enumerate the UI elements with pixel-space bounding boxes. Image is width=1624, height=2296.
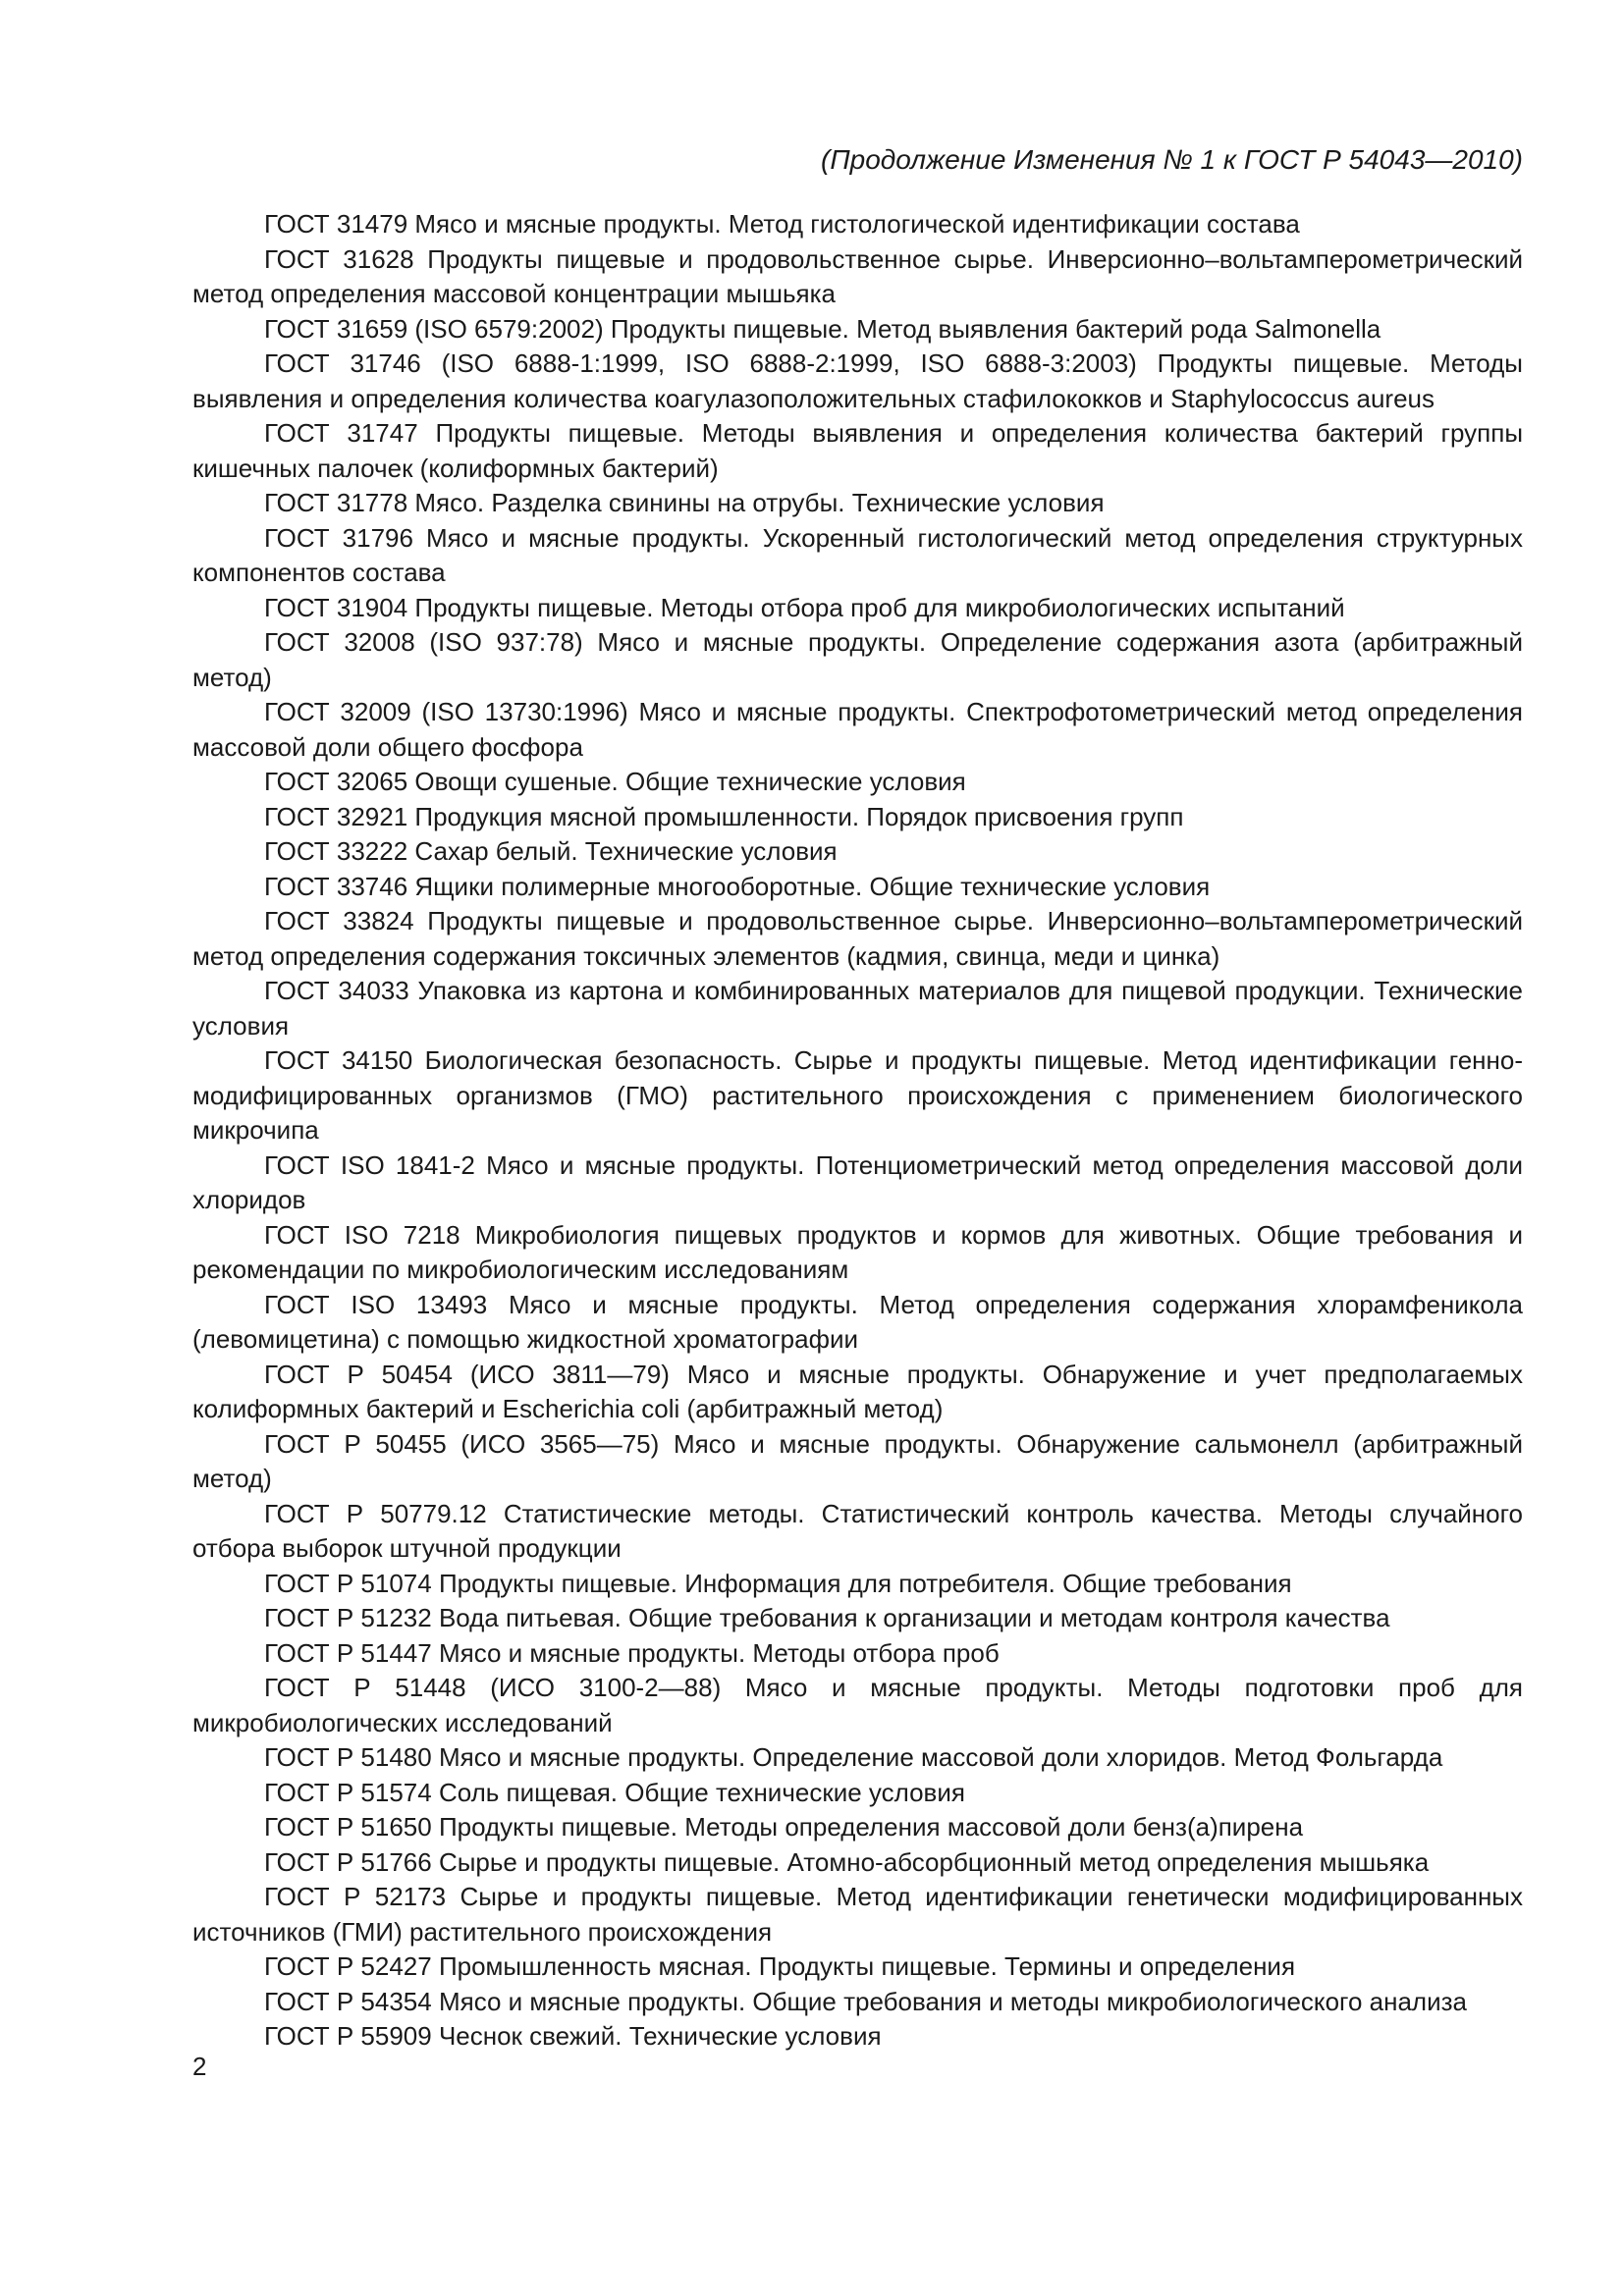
reference-entry: ГОСТ 31904 Продукты пищевые. Методы отбора проб для микробиологических испытаний [264,592,1345,622]
reference-entry: ГОСТ 31796 Мясо и мясные продукты. Ускоренный гистологический метод определения структурных компонентов состава [192,522,1523,587]
reference-entry: ГОСТ 31479 Мясо и мясные продукты. Метод гистологической идентификации состава [264,209,1300,239]
reference-entry: ГОСТ 34150 Биологическая безопасность. Сырье и продукты пищевые. Метод идентификации генно-модифицированных организмов (ГМО) растительного происхождения с применением биологического микрочипа [192,1045,1523,1145]
reference-entry: ГОСТ ISO 1841-2 Мясо и мясные продукты. Потенциометрический метод определения массовой доли хлоридов [192,1149,1523,1214]
reference-entry: ГОСТ 32921 Продукция мясной промышленности. Порядок присвоения групп [264,801,1184,831]
standards-reference-list [192,207,1523,2055]
reference-entry: ГОСТ Р 54354 Мясо и мясные продукты. Общие требования и методы микробиологического анализа [264,1986,1467,2016]
reference-entry: ГОСТ Р 50454 (ИСО 3811—79) Мясо и мясные продукты. Обнаружение и учет предполагаемых колиформных бактерий и Escherichia coli (арбитражный метод) [192,1359,1523,1423]
reference-entry: ГОСТ ISO 13493 Мясо и мясные продукты. Метод определения содержания хлорамфеникола (левомицетина) с помощью жидкостной хроматографии [192,1289,1523,1354]
reference-entry: ГОСТ Р 52173 Сырье и продукты пищевые. Метод идентификации генетически модифицированных источников (ГМИ) растительного происхождения [192,1882,1523,1947]
reference-entry: ГОСТ 34033 Упаковка из картона и комбинированных материалов для пищевой продукции. Технические условия [192,976,1523,1041]
reference-entry: ГОСТ 33824 Продукты пищевые и продовольственное сырье. Инверсионно–вольтамперометрический метод определения содержания токсичных элементов (кадмия, свинца, меди и цинка) [192,906,1523,971]
reference-entry: ГОСТ 31747 Продукты пищевые. Методы выявления и определения количества бактерий группы кишечных палочек (колиформных бактерий) [192,418,1523,483]
reference-entry: ГОСТ Р 51766 Сырье и продукты пищевые. Атомно-абсорбционный метод определения мышьяка [264,1846,1430,1877]
reference-entry: ГОСТ Р 52427 Промышленность мясная. Продукты пищевые. Термины и определения [264,1951,1296,1981]
reference-entry: ГОСТ Р 51650 Продукты пищевые. Методы определения массовой доли бенз(а)пирена [264,1812,1304,1842]
page-number: 2 [192,2052,207,2081]
reference-entry: ГОСТ Р 51480 Мясо и мясные продукты. Определение массовой доли хлоридов. Метод Фольгарда [264,1742,1443,1772]
reference-entry: ГОСТ Р 50779.12 Статистические методы. Статистический контроль качества. Методы случайного отбора выборок штучной продукции [192,1498,1523,1563]
reference-entry: ГОСТ 32009 (ISO 13730:1996) Мясо и мясные продукты. Спектрофотометрический метод определения массовой доли общего фосфора [192,697,1523,762]
reference-entry: ГОСТ Р 51447 Мясо и мясные продукты. Методы отбора проб [264,1637,1000,1668]
reference-entry: ГОСТ Р 51074 Продукты пищевые. Информация для потребителя. Общие требования [264,1568,1292,1598]
reference-entry: ГОСТ 31746 (ISO 6888-1:1999, ISO 6888-2:1999, ISO 6888-3:2003) Продукты пищевые. Методы выявления и определения количества коагулазоположительных стафилококков и Staphylococcus aureus [192,348,1523,413]
reference-entry: ГОСТ ISO 7218 Микробиология пищевых продуктов и кормов для животных. Общие требования и рекомендации по микробиологическим исследованиям [192,1219,1523,1284]
page-header-continuation: (Продолжение Изменения № 1 к ГОСТ Р 54043—2010) [821,144,1523,175]
reference-entry: ГОСТ 33222 Сахар белый. Технические условия [264,836,838,866]
reference-entry: ГОСТ 31659 (ISO 6579:2002) Продукты пищевые. Метод выявления бактерий рода Salmonella [264,313,1381,344]
reference-entry: ГОСТ Р 55909 Чеснок свежий. Технические условия [264,2021,882,2051]
reference-entry: ГОСТ 32065 Овощи сушеные. Общие технические условия [264,767,966,796]
reference-entry: ГОСТ Р 50455 (ИСО 3565—75) Мясо и мясные продукты. Обнаружение сальмонелл (арбитражный метод) [192,1428,1523,1493]
reference-entry: ГОСТ Р 51448 (ИСО 3100-2—88) Мясо и мясные продукты. Методы подготовки проб для микробиологических исследований [192,1673,1523,1737]
reference-entry: ГОСТ 31778 Мясо. Разделка свинины на отрубы. Технические условия [264,488,1105,517]
reference-entry: ГОСТ 31628 Продукты пищевые и продовольственное сырье. Инверсионно–вольтамперометрический метод определения массовой концентрации мышьяка [192,243,1523,308]
reference-entry: ГОСТ 32008 (ISO 937:78) Мясо и мясные продукты. Определение содержания азота (арбитражный метод) [192,627,1523,692]
reference-entry: ГОСТ 33746 Ящики полимерные многооборотные. Общие технические условия [264,871,1211,901]
reference-entry: ГОСТ Р 51574 Соль пищевая. Общие технические условия [264,1777,965,1807]
reference-entry: ГОСТ Р 51232 Вода питьевая. Общие требования к организации и методам контроля качества [264,1603,1390,1632]
